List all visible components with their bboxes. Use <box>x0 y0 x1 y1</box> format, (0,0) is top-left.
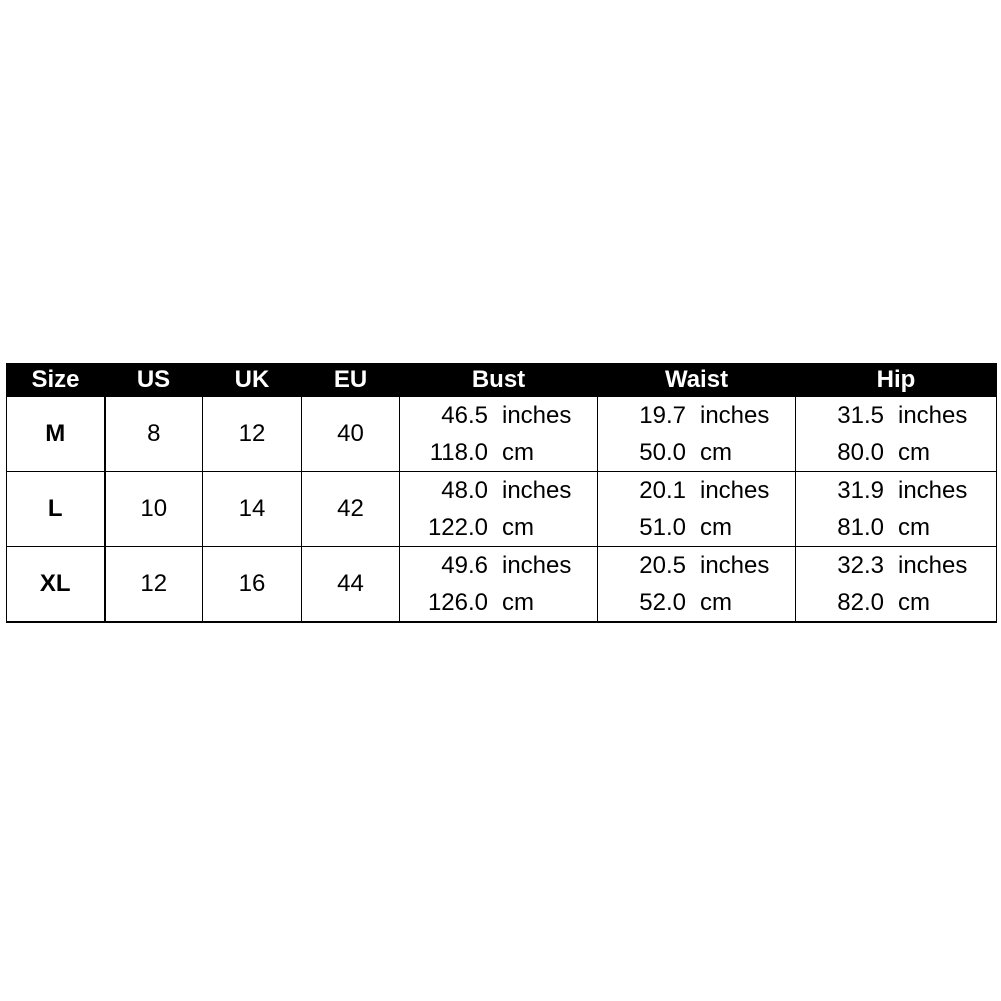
hip-cell <box>796 472 997 547</box>
uk-cell: 12 <box>203 397 302 472</box>
unit-inches: inches <box>700 402 770 429</box>
unit-inches: inches <box>898 477 968 504</box>
table-row <box>7 547 997 623</box>
unit-inches: inches <box>700 477 770 504</box>
size-chart-table <box>6 363 997 623</box>
unit-cm: cm <box>700 439 732 466</box>
hip-cm-value: 80.0 <box>837 439 884 466</box>
hip-cell <box>796 397 997 472</box>
unit-cm: cm <box>898 439 930 466</box>
eu-cell: 42 <box>302 472 400 547</box>
waist-cm-value: 51.0 <box>639 514 686 541</box>
bust-cell <box>400 397 598 472</box>
hip-inches-value: 32.3 <box>837 552 884 579</box>
header-uk: UK <box>203 364 302 397</box>
unit-inches: inches <box>502 552 572 579</box>
hip-cell <box>796 547 997 623</box>
unit-cm: cm <box>898 514 930 541</box>
size-cell: XL <box>7 547 105 623</box>
bust-cm-value: 118.0 <box>429 439 488 466</box>
uk-cell: 14 <box>203 472 302 547</box>
bust-inches-value: 49.6 <box>441 552 488 579</box>
us-cell: 8 <box>105 397 203 472</box>
unit-cm: cm <box>700 514 732 541</box>
header-bust: Bust <box>400 364 598 397</box>
unit-inches: inches <box>898 402 968 429</box>
unit-cm: cm <box>502 589 534 616</box>
header-row <box>7 364 997 397</box>
header-hip: Hip <box>796 364 997 397</box>
unit-cm: cm <box>502 514 534 541</box>
us-cell: 10 <box>105 472 203 547</box>
bust-cm-value: 122.0 <box>427 514 488 541</box>
unit-inches: inches <box>700 552 770 579</box>
unit-cm: cm <box>898 589 930 616</box>
uk-cell: 16 <box>203 547 302 623</box>
bust-cell <box>400 547 598 623</box>
us-cell: 12 <box>105 547 203 623</box>
header-waist: Waist <box>598 364 796 397</box>
size-cell: M <box>7 397 105 472</box>
bust-cm-value: 126.0 <box>427 589 488 616</box>
hip-cm-value: 82.0 <box>837 589 884 616</box>
waist-inches-value: 20.5 <box>639 552 686 579</box>
table-row <box>7 472 997 547</box>
waist-inches-value: 19.7 <box>639 402 686 429</box>
header-size: Size <box>7 364 105 397</box>
hip-inches-value: 31.5 <box>837 402 884 429</box>
unit-cm: cm <box>502 439 534 466</box>
size-cell: L <box>7 472 105 547</box>
header-eu: EU <box>302 364 400 397</box>
waist-cell <box>598 472 796 547</box>
eu-cell: 40 <box>302 397 400 472</box>
waist-cm-value: 50.0 <box>639 439 686 466</box>
hip-inches-value: 31.9 <box>837 477 884 504</box>
unit-inches: inches <box>502 402 572 429</box>
eu-cell: 44 <box>302 547 400 623</box>
unit-inches: inches <box>898 552 968 579</box>
waist-cm-value: 52.0 <box>639 589 686 616</box>
header-us: US <box>105 364 203 397</box>
bust-cell <box>400 472 598 547</box>
unit-cm: cm <box>700 589 732 616</box>
bust-inches-value: 48.0 <box>441 477 488 504</box>
bust-inches-value: 46.5 <box>441 402 488 429</box>
waist-cell <box>598 547 796 623</box>
waist-inches-value: 20.1 <box>639 477 686 504</box>
table-row <box>7 397 997 472</box>
hip-cm-value: 81.0 <box>837 514 884 541</box>
waist-cell <box>598 397 796 472</box>
unit-inches: inches <box>502 477 572 504</box>
